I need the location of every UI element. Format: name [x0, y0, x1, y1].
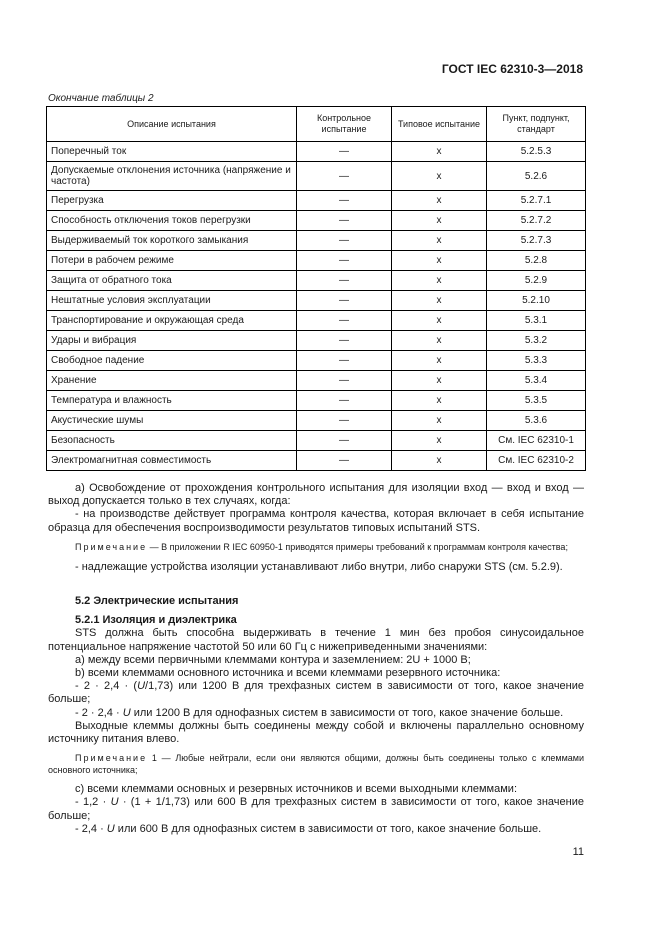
cell-routine: —	[297, 291, 392, 311]
table-row	[47, 371, 586, 391]
cell-routine: —	[297, 371, 392, 391]
cell-clause: 5.3.2	[487, 331, 586, 351]
cell-routine: —	[297, 331, 392, 351]
cell-description: Электромагнитная совместимость	[47, 451, 297, 471]
table-caption: Окончание таблицы 2	[48, 93, 154, 104]
cell-clause: 5.2.10	[487, 291, 586, 311]
item-c: с) всеми клеммами основных и резервных источников и всеми выходными клеммами:	[75, 783, 518, 796]
cell-description: Транспортирование и окружающая среда	[47, 311, 297, 331]
table-row	[47, 451, 586, 471]
cell-type: x	[392, 211, 487, 231]
cell-clause: 5.3.5	[487, 391, 586, 411]
paragraph-sts: STS должна быть способна выдерживать в течение 1 мин без пробоя синусоидальное потенциальное напряжение частотой 50 или 60 Гц с нижеприведенными значениями:	[48, 627, 584, 653]
cell-description: Хранение	[47, 371, 297, 391]
paragraph-exemption: a) Освобождение от прохождения контрольного испытания для изоляции вход — вход и вход — выход допускается только в тех случаях, когда:	[48, 482, 584, 508]
cell-description: Перегрузка	[47, 191, 297, 211]
cell-clause: 5.2.6	[487, 162, 586, 191]
paragraph-quality-program: - на производстве действует программа контроля качества, которая включает в себя испытание образца для обеспечения воспроизводимости результатов типовых испытаний STS.	[48, 508, 584, 534]
cell-description: Безопасность	[47, 431, 297, 451]
cell-description: Удары и вибрация	[47, 331, 297, 351]
cell-routine: —	[297, 311, 392, 331]
cell-clause: 5.2.8	[487, 251, 586, 271]
table-row	[47, 231, 586, 251]
cell-routine: —	[297, 231, 392, 251]
cell-clause: 5.2.5.3	[487, 142, 586, 162]
cell-description: Защита от обратного тока	[47, 271, 297, 291]
item-b-2: - 2 · 2,4 · U или 1200 В для однофазных систем в зависимости от того, какое значение больше.	[75, 706, 564, 719]
table-row	[47, 311, 586, 331]
cell-type: x	[392, 311, 487, 331]
cell-clause: 5.3.1	[487, 311, 586, 331]
note-label: Примечание	[75, 541, 148, 552]
cell-clause: 5.3.4	[487, 371, 586, 391]
cell-routine: —	[297, 251, 392, 271]
table-row	[47, 162, 586, 191]
cell-type: x	[392, 331, 487, 351]
note-label: Примечание	[75, 753, 148, 764]
page-number: 11	[572, 846, 584, 858]
cell-description: Выдерживаемый ток короткого замыкания	[47, 231, 297, 251]
table-header-row	[47, 107, 586, 142]
table-row	[47, 391, 586, 411]
item-b-1: - 2 · 2,4 · (U/1,73) или 1200 В для трехфазных систем в зависимости от того, какое значение больше;	[48, 680, 585, 706]
cell-clause: 5.3.6	[487, 411, 586, 431]
cell-description: Допускаемые отклонения источника (напряжение и частота)	[47, 162, 297, 191]
cell-type: x	[392, 371, 487, 391]
note-neutrals	[48, 752, 584, 776]
section-heading-5-2: 5.2 Электрические испытания	[75, 595, 239, 607]
table-row	[47, 351, 586, 371]
cell-type: x	[392, 251, 487, 271]
cell-type: x	[392, 351, 487, 371]
item-c-2: - 2,4 · U или 600 В для однофазных систем в зависимости от того, какое значение больше.	[75, 822, 542, 835]
cell-routine: —	[297, 142, 392, 162]
col-header-type: Типовое испытание	[392, 107, 487, 142]
cell-clause: 5.3.3	[487, 351, 586, 371]
cell-clause: См. IEC 62310-2	[487, 451, 586, 471]
table-row	[47, 411, 586, 431]
cell-clause: 5.2.7.1	[487, 191, 586, 211]
cell-type: x	[392, 391, 487, 411]
cell-description: Свободное падение	[47, 351, 297, 371]
document-code: ГОСТ IEC 62310-3—2018	[441, 62, 583, 76]
cell-clause: См. IEC 62310-1	[487, 431, 586, 451]
paragraph-output-terminals: Выходные клеммы должны быть соединены между собой и включены параллельно основному источнику питания влево.	[48, 719, 584, 746]
text-block-1	[48, 482, 584, 574]
cell-routine: —	[297, 431, 392, 451]
cell-routine: —	[297, 271, 392, 291]
cell-routine: —	[297, 411, 392, 431]
table-row	[47, 271, 586, 291]
section-heading-5-2-1: 5.2.1 Изоляция и диэлектрика	[75, 614, 237, 627]
cell-type: x	[392, 451, 487, 471]
cell-description: Способность отключения токов перегрузки	[47, 211, 297, 231]
cell-clause: 5.2.7.2	[487, 211, 586, 231]
table-row	[47, 291, 586, 311]
test-table	[46, 106, 586, 471]
item-b: b) всеми клеммами основного источника и всеми клеммами резервного источника:	[75, 667, 501, 680]
table-row	[47, 211, 586, 231]
table-row	[47, 142, 586, 162]
cell-routine: —	[297, 451, 392, 471]
note-quality	[48, 541, 584, 553]
cell-type: x	[392, 291, 487, 311]
table-row	[47, 191, 586, 211]
table-row	[47, 331, 586, 351]
note-text: — В приложении R IEC 60950-1 приводятся примеры требований к программам контроля качества;	[147, 541, 568, 552]
cell-routine: —	[297, 191, 392, 211]
cell-type: x	[392, 431, 487, 451]
table-row	[47, 251, 586, 271]
cell-description: Температура и влажность	[47, 391, 297, 411]
cell-routine: —	[297, 351, 392, 371]
cell-clause: 5.2.9	[487, 271, 586, 291]
item-a: а) между всеми первичными клеммами контура и заземлением: 2U + 1000 В;	[75, 653, 471, 666]
cell-type: x	[392, 162, 487, 191]
item-c-1: - 1,2 · U · (1 + 1/1,73) или 600 В для трехфазных систем в зависимости от того, какое значение больше;	[48, 796, 584, 822]
col-header-description: Описание испытания	[47, 107, 297, 142]
cell-type: x	[392, 142, 487, 162]
cell-type: x	[392, 411, 487, 431]
cell-type: x	[392, 271, 487, 291]
cell-description: Нештатные условия эксплуатации	[47, 291, 297, 311]
cell-routine: —	[297, 211, 392, 231]
col-header-routine: Контрольное испытание	[297, 107, 392, 142]
table-row	[47, 431, 586, 451]
cell-description: Акустические шумы	[47, 411, 297, 431]
text-block-2	[48, 595, 584, 836]
paragraph-isolation-devices: - надлежащие устройства изоляции устанавливают либо внутри, либо снаружи STS (см. 5.2.9).	[75, 560, 563, 573]
note-text: 1 — Любые нейтрали, если они являются общими, должны быть соединены только с клеммами основного источника;	[48, 753, 584, 776]
cell-routine: —	[297, 391, 392, 411]
cell-type: x	[392, 231, 487, 251]
col-header-clause: Пункт, подпункт, стандарт	[487, 107, 586, 142]
cell-clause: 5.2.7.3	[487, 231, 586, 251]
cell-description: Потери в рабочем режиме	[47, 251, 297, 271]
cell-routine: —	[297, 162, 392, 191]
cell-type: x	[392, 191, 487, 211]
cell-description: Поперечный ток	[47, 142, 297, 162]
